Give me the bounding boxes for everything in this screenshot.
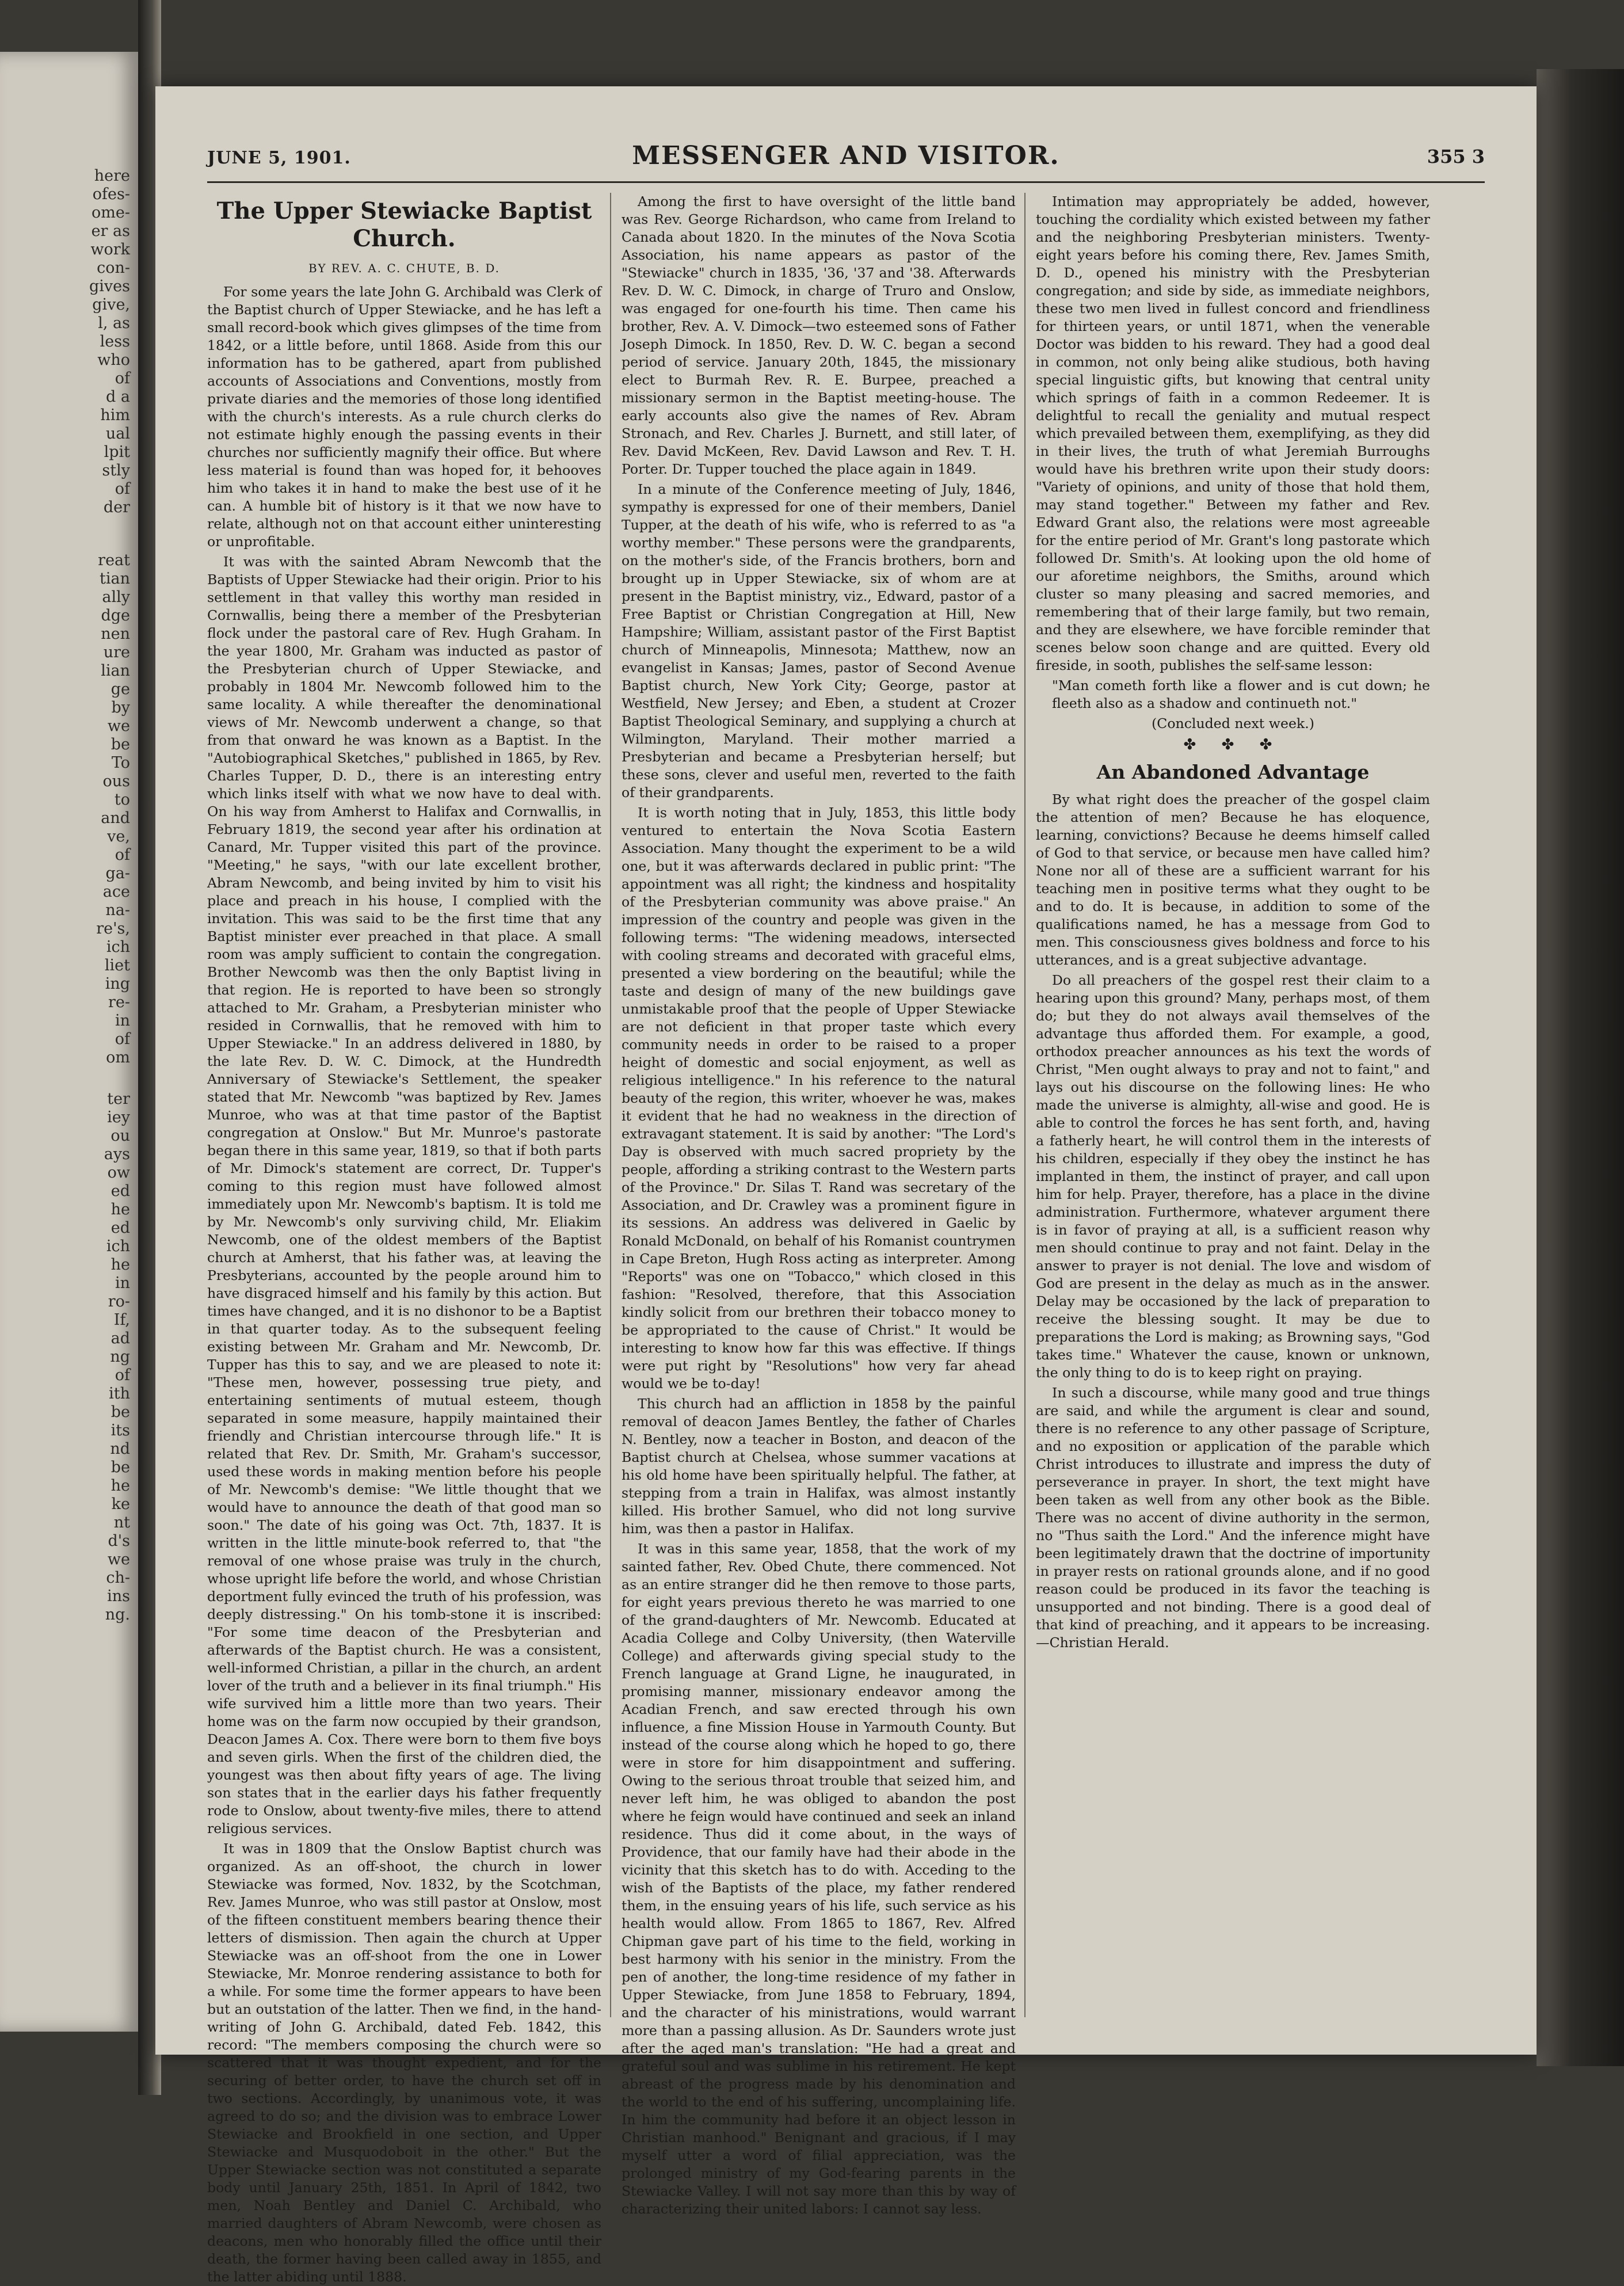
facing-page-text: be <box>110 736 130 753</box>
facing-page-text: of <box>115 846 130 864</box>
issue-date: JUNE 5, 1901. <box>207 148 351 168</box>
facing-page-text: nd <box>110 1440 130 1458</box>
facing-page-text: ays <box>104 1145 130 1163</box>
publication-title: MESSENGER AND VISITOR. <box>632 141 1060 170</box>
facing-page-text: To <box>111 754 130 772</box>
newspaper-page <box>155 86 1537 2285</box>
facing-page-text: liet <box>104 957 130 974</box>
article-byline: BY REV. A. C. CHUTE, B. D. <box>308 261 501 275</box>
facing-page-text: give, <box>92 296 130 314</box>
article-title: The Upper Stewiacke Baptist Church. <box>216 197 592 252</box>
facing-page-text: er as <box>91 222 130 240</box>
paragraph: It was in 1809 that the Onslow Baptist church was organized. As an off-shoot, the church in lower Stewiacke was formed, Nov. 1832, by the Scotchman, Rev. James Munroe, who was still pastor at Onslow, most of the fifteen constituent members bearing thence their letters of dismission. Then again the church at Upper Stewiacke was an off-shoot from the one in Lower Stewiacke, Mr. Monroe rendering assistance to both for a while. For some time the former appears to have been but an outstation of the latter. Then we find, in the hand-writing of John G. Archibald, dated Feb. 1842, this record: "The members composing the church were so scattered that it was thought expedient, and for the securing of better order, to have the church set off in two sections. Accordingly, by unanimous vote, it was agreed to do so; and the division was to embrace Lower Stewiacke and Brookfield in one section, and Upper Stewiacke and Musquodoboit in the other." But the Upper Stewiacke section was not constituted a separate body until January 25th, 1851. In April of 1842, two men, Noah Bentley and Daniel C. Archibald, who married daughters of Abram Newcomb, were chosen as deacons, men who honorably filled the office until their death, the former having been called away in 1855, and the latter abiding until 1888. <box>207 1841 601 2285</box>
facing-page-text: ge <box>110 680 130 698</box>
facing-page-text: ins <box>107 1587 130 1605</box>
paragraph: By what right does the preacher of the gospel claim the attention of men? Because he has eloquence, learning, convictions? Because he deems himself called of God to that service, or because men have called him? None nor all of these are a sufficient warrant for his teaching men in positive terms what they ought to be and to do. It is because, in addition to some of the qualifications named, he has a message from God to men. This consciousness gives boldness and force to his utterances, and is a great subjective advantage. <box>1036 791 1430 968</box>
facing-page-text: ke <box>111 1495 130 1513</box>
facing-page-fragment <box>0 52 138 2032</box>
facing-page-text: ual <box>105 425 130 443</box>
paragraph: It was in this same year, 1858, that the work of my sainted father, Rev. Obed Chute, there commenced. Not as an entire stranger did he then remove to those parts, for eight years previous thereto he was married to one of the grand-daughters of Mr. Newcomb. Educated at Acadia College and Colby University, (then Waterville College) and afterwards giving special study to the French language at Grand Ligne, he inaugurated, in promising manner, missionary endeavor among the Acadian French, and saw erected through his own influence, a fine Mission House in Yarmouth County. But instead of the course along which he hoped to go, there were in store for him disappointment and suffering. Owing to the serious throat trouble that seized him, and never left him, he was obliged to abandon the post where he feign would have continued and seek an inland residence. Thus did it come about, in the ways of Providence, that our family have had their abode in the vicinity that this sketch has to do with. Acceding to the wish of the Baptists of the place, my father rendered them, in the ensuing years of his life, such service as his health would allow. From 1865 to 1867, Rev. Alfred Chipman gave part of his time to the field, working in best harmony with his senior in the ministry. From the pen of another, the long-time residence of my father in Upper Stewiacke, from June 1858 to February, 1894, and the character of his ministrations, would warrant more than a passing allusion. As Dr. Saunders wrote just after the aged man's translation: "He had a great and grateful soul and was sublime in his retirement. He kept abreast of the progress made by his denomination and the world to the end of his suffering, uncomplaining life. In him the community had before it an object lesson in Christian manhood." Benignant and gracious, if I may myself utter a word of filial appreciation, was the prolonged ministry of my God-fearing parents in the Stewiacke Valley. I will not say more than this by way of characterizing their united labors: I cannot say less. <box>622 1541 1016 2217</box>
facing-page-text: here <box>94 167 130 185</box>
column-2 <box>622 193 1016 2217</box>
facing-page-text: in <box>115 1274 130 1292</box>
facing-page-text: om <box>106 1049 130 1066</box>
facing-page-text: iey <box>107 1108 130 1126</box>
facing-page-text: gives <box>89 277 130 295</box>
paragraph: Do all preachers of the gospel rest their claim to a hearing upon this ground? Many, perhaps most, of them do; but they do not always avail themselves of the advantage thus afforded them. For example, a good, orthodox preacher announces as his text the words of Christ, "Men ought always to pray and not to faint," and lays out his discourse on the following lines: He who made the universe is almighty, all-wise and good. He is able to control the forces he has sent forth, and, having a fatherly heart, he will control them in the interests of his children, especially if they obey the instinct he has implanted in them, the instinct of prayer, and call upon him for help. Prayer, therefore, has a place in the divine administration. Furthermore, whatever argument there is in favor of praying at all, is a sufficient reason why men should continue to pray and not faint. Delay in the answer to prayer is not denial. The love and wisdom of God are present in the delay as much as in the answer. Delay may be occasioned by the lack of preparation to receive the blessing sought. It may be due to preparations the Lord is making; as Browning says, "God takes time." Whatever the cause, known or unknown, the only thing to do is to keep right on praying. <box>1036 972 1430 1381</box>
paragraph: Intimation may appropriately be added, however, touching the cordiality which existed between my father and the neighboring Presbyterian ministers. Twenty-eight years before his coming there, Rev. James Smith, D. D., opened his ministry with the Presbyterian congregation; and side by side, as immediate neighbors, these two men lived in fullest concord and friendliness for thirteen years, or until 1871, when the venerable Doctor was bidden to his reward. They had a good deal in common, not only being alike studious, both having special linguistic gifts, but knowing that central unity which springs of faith in a common Redeemer. It is delightful to recall the geniality and mutual respect which prevailed between them, exemplifying, as they did in their lives, the truth of what Jeremiah Burroughs would have his brethren write upon their study doors: "Variety of opinions, and unity of those that hold them, may stand together." Between my father and Rev. Edward Grant also, the relations were most agreeable for the entire period of Mr. Grant's long pastorate which followed Dr. Smith's. At looking upon the old home of our aforetime neighbors, the Smiths, around which cluster so many pleasing and sacred memories, and remembering that of their large family, but two remain, and they are elsewhere, we have forcible reminder that scenes below soon change and are quitted. Every old fireside, in sooth, publishes the self-same lesson: <box>1036 193 1430 673</box>
paragraph: In a minute of the Conference meeting of July, 1846, sympathy is expressed for one of their members, Daniel Tupper, at the death of his wife, who is referred to as "a worthy member." These persons were the grandparents, on the mother's side, of the Francis brothers, born and brought up in Upper Stewiacke, six of whom are at present in the Baptist ministry, viz., Edward, pastor of a Free Baptist or Christian Congregation at Hill, New Hampshire; William, assistant pastor of the First Baptist church of Minneapolis, Minnesota; Matthew, now an evangelist in Kansas; James, pastor of Second Avenue Baptist church, New York City; George, pastor at Westfield, New Jersey; and Eben, a student at Crozer Baptist Theological Seminary, and supplying a church at Wilmington, Maryland. Their mother married a Presbyterian and became a Presbyterian herself; but these sons, clever and useful men, reverted to the faith of their grandparents. <box>622 481 1016 801</box>
facing-page-text: der <box>103 498 130 516</box>
facing-page-text: reat <box>98 551 130 569</box>
paragraph: This church had an affliction in 1858 by the painful removal of deacon James Bentley, the father of Charles N. Bentley, now a teacher in Boston, and deacon of the Baptist church at Chelsea, whose summer vacations at his old home have been spiritually helpful. The father, at stepping from a train in Halifax, was almost instantly killed. His brother Samuel, who did not long survive him, was then a pastor in Halifax. <box>622 1396 1016 1537</box>
column-rule <box>1024 193 1026 2017</box>
facing-page-text: ing <box>105 975 130 993</box>
paragraph: It was with the sainted Abram Newcomb that the Baptists of Upper Stewiacke had their origin. Prior to his settlement in that valley this worthy man resided in Cornwallis, being there a member of the Presbyterian flock under the pastoral care of Rev. Hugh Graham. In the year 1800, Mr. Graham was inducted as pastor of the Presbyterian church of Upper Stewiacke, and probably in 1804 Mr. Newcomb followed him to the same locality. A while thereafter the denominational views of Mr. Newcomb underwent a change, so that from that onward he was known as a Baptist. In the "Autobiographical Sketches," published in 1865, by Rev. Charles Tupper, D. D., there is an interesting entry which links itself with what we now have to deal with. On his way from Amherst to Halifax and Cornwallis, in February 1819, the second year after his ordination at Canard, Mr. Tupper visited this part of the province. "Meeting," he says, "with our late excellent brother, Abram Newcomb, and being invited by him to visit his place and preach in his house, I complied with the invitation. This was said to be the first time that any Baptist minister ever preached in that place. A small room was amply sufficient to contain the congregation. Brother Newcomb was then the only Baptist living in that region. He is reported to have been so strongly attached to Mr. Graham, a Presbyterian minister who resided in Cornwallis, that he removed with him to Upper Stewiacke." In an address delivered in 1880, by the late Rev. D. W. C. Dimock, at the Hundredth Anniversary of Stewiacke's Settlement, the speaker stated that Mr. Newcomb "was baptized by Rev. James Munroe, who was at that time pastor of the Baptist congregation at Onslow." But Mr. Munroe's pastorate began there in this same year, 1819, so that if both parts of Mr. Dimock's statement are correct, Dr. Tupper's coming to this region must have followed almost immediately upon Mr. Newcomb's baptism. It is told me by Mr. Newcomb's only surviving child, Mr. Eliakim Newcomb, one of the oldest members of the Baptist church at Amherst, that his father was, at leaving the Presbyterians, accounted by the people around him to have disgraced himself and his family by this action. But times have changed, and it is no dishonor to be a Baptist in that quarter today. As to the subsequent feeling existing between Mr. Graham and Mr. Newcomb, Dr. Tupper has this to say, and we are pleased to note it: "These men, however, possessing true piety, and entertaining sentiments of mutual esteem, though separated in some measure, happily maintained their friendly and Christian intercourse through life." It is related that Rev. Dr. Smith, Mr. Graham's successor, used these words in making mention before his people of Mr. Newcomb's demise: "We little thought that we would have to announce the death of that good man so soon." The date of his going was Oct. 7th, 1837. It is written in the little minute-book referred to, that "the removal of one whose praise was truly in the church, whose upright life before the world, and whose Christian deportment fully evinced the truth of his profession, was deeply distressing." On his tomb-stone it is inscribed: "For some time deacon of the Presbyterian and afterwards of the Baptist church. He was a consistent, well-informed Christian, a pillar in the church, an ardent lover of the truth and a believer in its final triumph." His wife survived him a little more than two years. Their home was on the farm now occupied by their grandson, Deacon James A. Cox. There were born to them five boys and seven girls. When the first of the children died, the youngest was then about fifty years of age. The living son states that in the earlier days his father frequently rode to Onslow, about twenty-five miles, there to attend religious services. <box>207 554 601 1837</box>
page-number: 355 3 <box>1427 146 1485 167</box>
facing-page-text: in <box>115 1012 130 1030</box>
facing-page-text: he <box>110 1256 130 1274</box>
facing-page-text: ure <box>103 643 130 661</box>
facing-page-text: ith <box>109 1385 130 1403</box>
facing-page-text: ou <box>110 1127 130 1145</box>
facing-page-text: he <box>110 1201 130 1218</box>
column-3 <box>1036 193 1430 2029</box>
facing-page-text: ed <box>110 1182 130 1200</box>
facing-page-text: ich <box>106 938 130 956</box>
facing-page-text: If, <box>113 1311 130 1329</box>
facing-page-text: him <box>100 406 130 424</box>
facing-page-text: l, as <box>98 314 130 332</box>
facing-page-text: ow <box>107 1164 130 1182</box>
facing-page-text: ga- <box>105 864 130 882</box>
facing-page-text: re- <box>108 993 130 1011</box>
facing-page-text: of <box>115 1030 130 1048</box>
facing-page-text: of <box>115 480 130 498</box>
facing-page-text: he <box>110 1477 130 1495</box>
facing-page-text: of <box>115 369 130 387</box>
facing-page-text: lian <box>101 662 130 680</box>
book-edge <box>1537 69 1624 2066</box>
facing-page-text: its <box>110 1422 130 1439</box>
paragraph: For some years the late John G. Archibald was Clerk of the Baptist church of Upper Stewiacke, and he has left a small record-book which gives glimpses of the time from 1842, or a little before, until 1868. Aside from this our information has to be gathered, apart from published accounts of Associations and Conventions, mostly from private diaries and the memories of those long identified with the church's interests. As a rule church clerks do not estimate highly enough the passing events in their churches nor sufficiently magnify their office. But where less material is found than was hoped for, it behooves him who takes it in hand to make the best use of it he can. A humble bit of history is it that we now have to relate, although not on that account either uninteresting or unprofitable. <box>207 284 601 550</box>
running-header <box>207 141 1485 176</box>
facing-page-text: ch- <box>106 1569 130 1587</box>
facing-page-text: ace <box>102 883 130 901</box>
facing-page-text: d a <box>106 388 130 406</box>
facing-page-text: lpit <box>104 443 130 461</box>
closing-quote: "Man cometh forth like a flower and is cut down; he fleeth also as a shadow and continueth not." <box>1052 677 1430 711</box>
facing-page-text: con- <box>97 259 130 277</box>
facing-page-text: nt <box>113 1514 130 1531</box>
facing-page-text: ous <box>102 772 130 790</box>
facing-page-text: and <box>101 809 130 827</box>
section-ornament: ✤ ✤ ✤ <box>1183 736 1283 753</box>
facing-page-text: tian <box>100 570 130 588</box>
facing-page-text: by <box>111 699 130 717</box>
header-rule <box>207 181 1485 183</box>
facing-page-text: we <box>107 1550 130 1568</box>
paragraph: Among the first to have oversight of the little band was Rev. George Richardson, who came from Ireland to Canada about 1820. In the minutes of the Nova Scotia Association, his name appears as pastor of the "Stewiacke" church in 1835, '36, '37 and '38. Afterwards Rev. D. W. C. Dimock, in charge of Truro and Onslow, was engaged for one-fourth his time. Then came his brother, Rev. A. V. Dimock—two esteemed sons of Father Joseph Dimock. In 1850, Rev. D. W. C. began a second period of service. January 20th, 1845, the missionary elect to Burmah Rev. R. E. Burpee, preached a missionary sermon in the Baptist meeting-house. The early accounts also give the names of Rev. Abram Stronach, and Rev. Charles J. Burnett, and still later, of Rev. David McKeen, Rev. David Lawson and Rev. T. H. Porter. Dr. Tupper touched the place again in 1849. <box>622 193 1016 477</box>
facing-page-text: re's, <box>96 920 130 938</box>
article-title-2: An Abandoned Advantage <box>1096 761 1370 783</box>
facing-page-text: na- <box>105 901 130 919</box>
facing-page-text: of <box>115 1366 130 1384</box>
paragraph: In such a discourse, while many good and true things are said, and while the argument is clear and sound, there is no reference to any other passage of Scripture, and no exposition or application of the parable which Christ introduces to illustrate and impress the duty of perseverance in prayer. In short, the text might have been taken as well from any other book as the Bible. There was no accent of divine authority in the sermon, no "Thus saith the Lord." And the inference might have been legitimately drawn that the doctrine of importunity in prayer rests on rational grounds alone, and if no good reason could be produced in its favor the teaching is unsupported and not binding. There is a good deal of that kind of preaching, and it appears to be increasing.—Christian Herald. <box>1036 1385 1430 1651</box>
facing-page-text: ve, <box>107 828 130 845</box>
facing-page-text: who <box>97 351 130 369</box>
facing-page-text: ng <box>110 1348 130 1366</box>
facing-page-text: we <box>107 717 130 735</box>
facing-page-text: d's <box>108 1532 130 1550</box>
continuation-note: (Concluded next week.) <box>1152 715 1314 731</box>
facing-page-text: work <box>90 241 130 258</box>
facing-page-text: ome- <box>92 204 130 222</box>
paragraph: It is worth noting that in July, 1853, this little body ventured to entertain the Nova Scotia Eastern Association. Many thought the experiment to be a wild one, but it was afterwards declared in public print: "The appointment was all right; the kindness and hospitality of the Presbyterian community was above praise." An impression of the country and people was given in the following terms: "The widening meadows, intersected with cooling streams and decorated with graceful elms, presented a view bordering on the beautiful; while the taste and design of many of the new buildings gave unmistakable proof that the people of Upper Stewiacke are not deficient in that proper taste which every community needs in order to be raised to a proper height of domestic and social enjoyment, as well as religious intelligence." In his reference to the natural beauty of the region, this writer, whoever he was, makes it evident that he had no weakness in the direction of extravagant statement. It is said by another: "The Lord's Day is observed with much sacred propriety by the people, affording a striking contrast to the Western parts of the Province." Dr. Silas T. Rand was secretary of the Association, and Dr. Crawley was a prominent figure in its sessions. An address was delivered in Gaelic by Ronald McDonald, on behalf of his Romanist countrymen in Cape Breton, Hugh Ross acting as interpreter. Among "Reports" was one on "Tobacco," which closed in this fashion: "Resolved, therefore, that this Association kindly solicit from our brethren their tobacco money to be appropriated to the cause of Christ." It would be interesting to know how far this was effective. If things were put right by "Resolutions" how very far ahead would we be to-day! <box>622 805 1016 1392</box>
facing-page-text: ed <box>110 1219 130 1237</box>
facing-page-text: ally <box>102 588 130 606</box>
facing-page-text: to <box>114 791 130 809</box>
facing-page-text: be <box>110 1458 130 1476</box>
facing-page-text: ro- <box>108 1293 130 1310</box>
facing-page-text: ad <box>110 1329 130 1347</box>
facing-page-text: less <box>100 333 130 350</box>
facing-page-text: dge <box>101 607 130 624</box>
facing-page-text: stly <box>102 462 130 479</box>
column-1 <box>207 193 601 2285</box>
facing-page-text: ter <box>107 1090 130 1108</box>
facing-page-text: ofes- <box>92 185 130 203</box>
facing-page-text: ng. <box>105 1606 130 1624</box>
facing-page-text: be <box>110 1403 130 1421</box>
facing-page-text: ich <box>106 1237 130 1255</box>
facing-page-text: nen <box>101 625 130 643</box>
column-rule <box>610 193 611 2017</box>
